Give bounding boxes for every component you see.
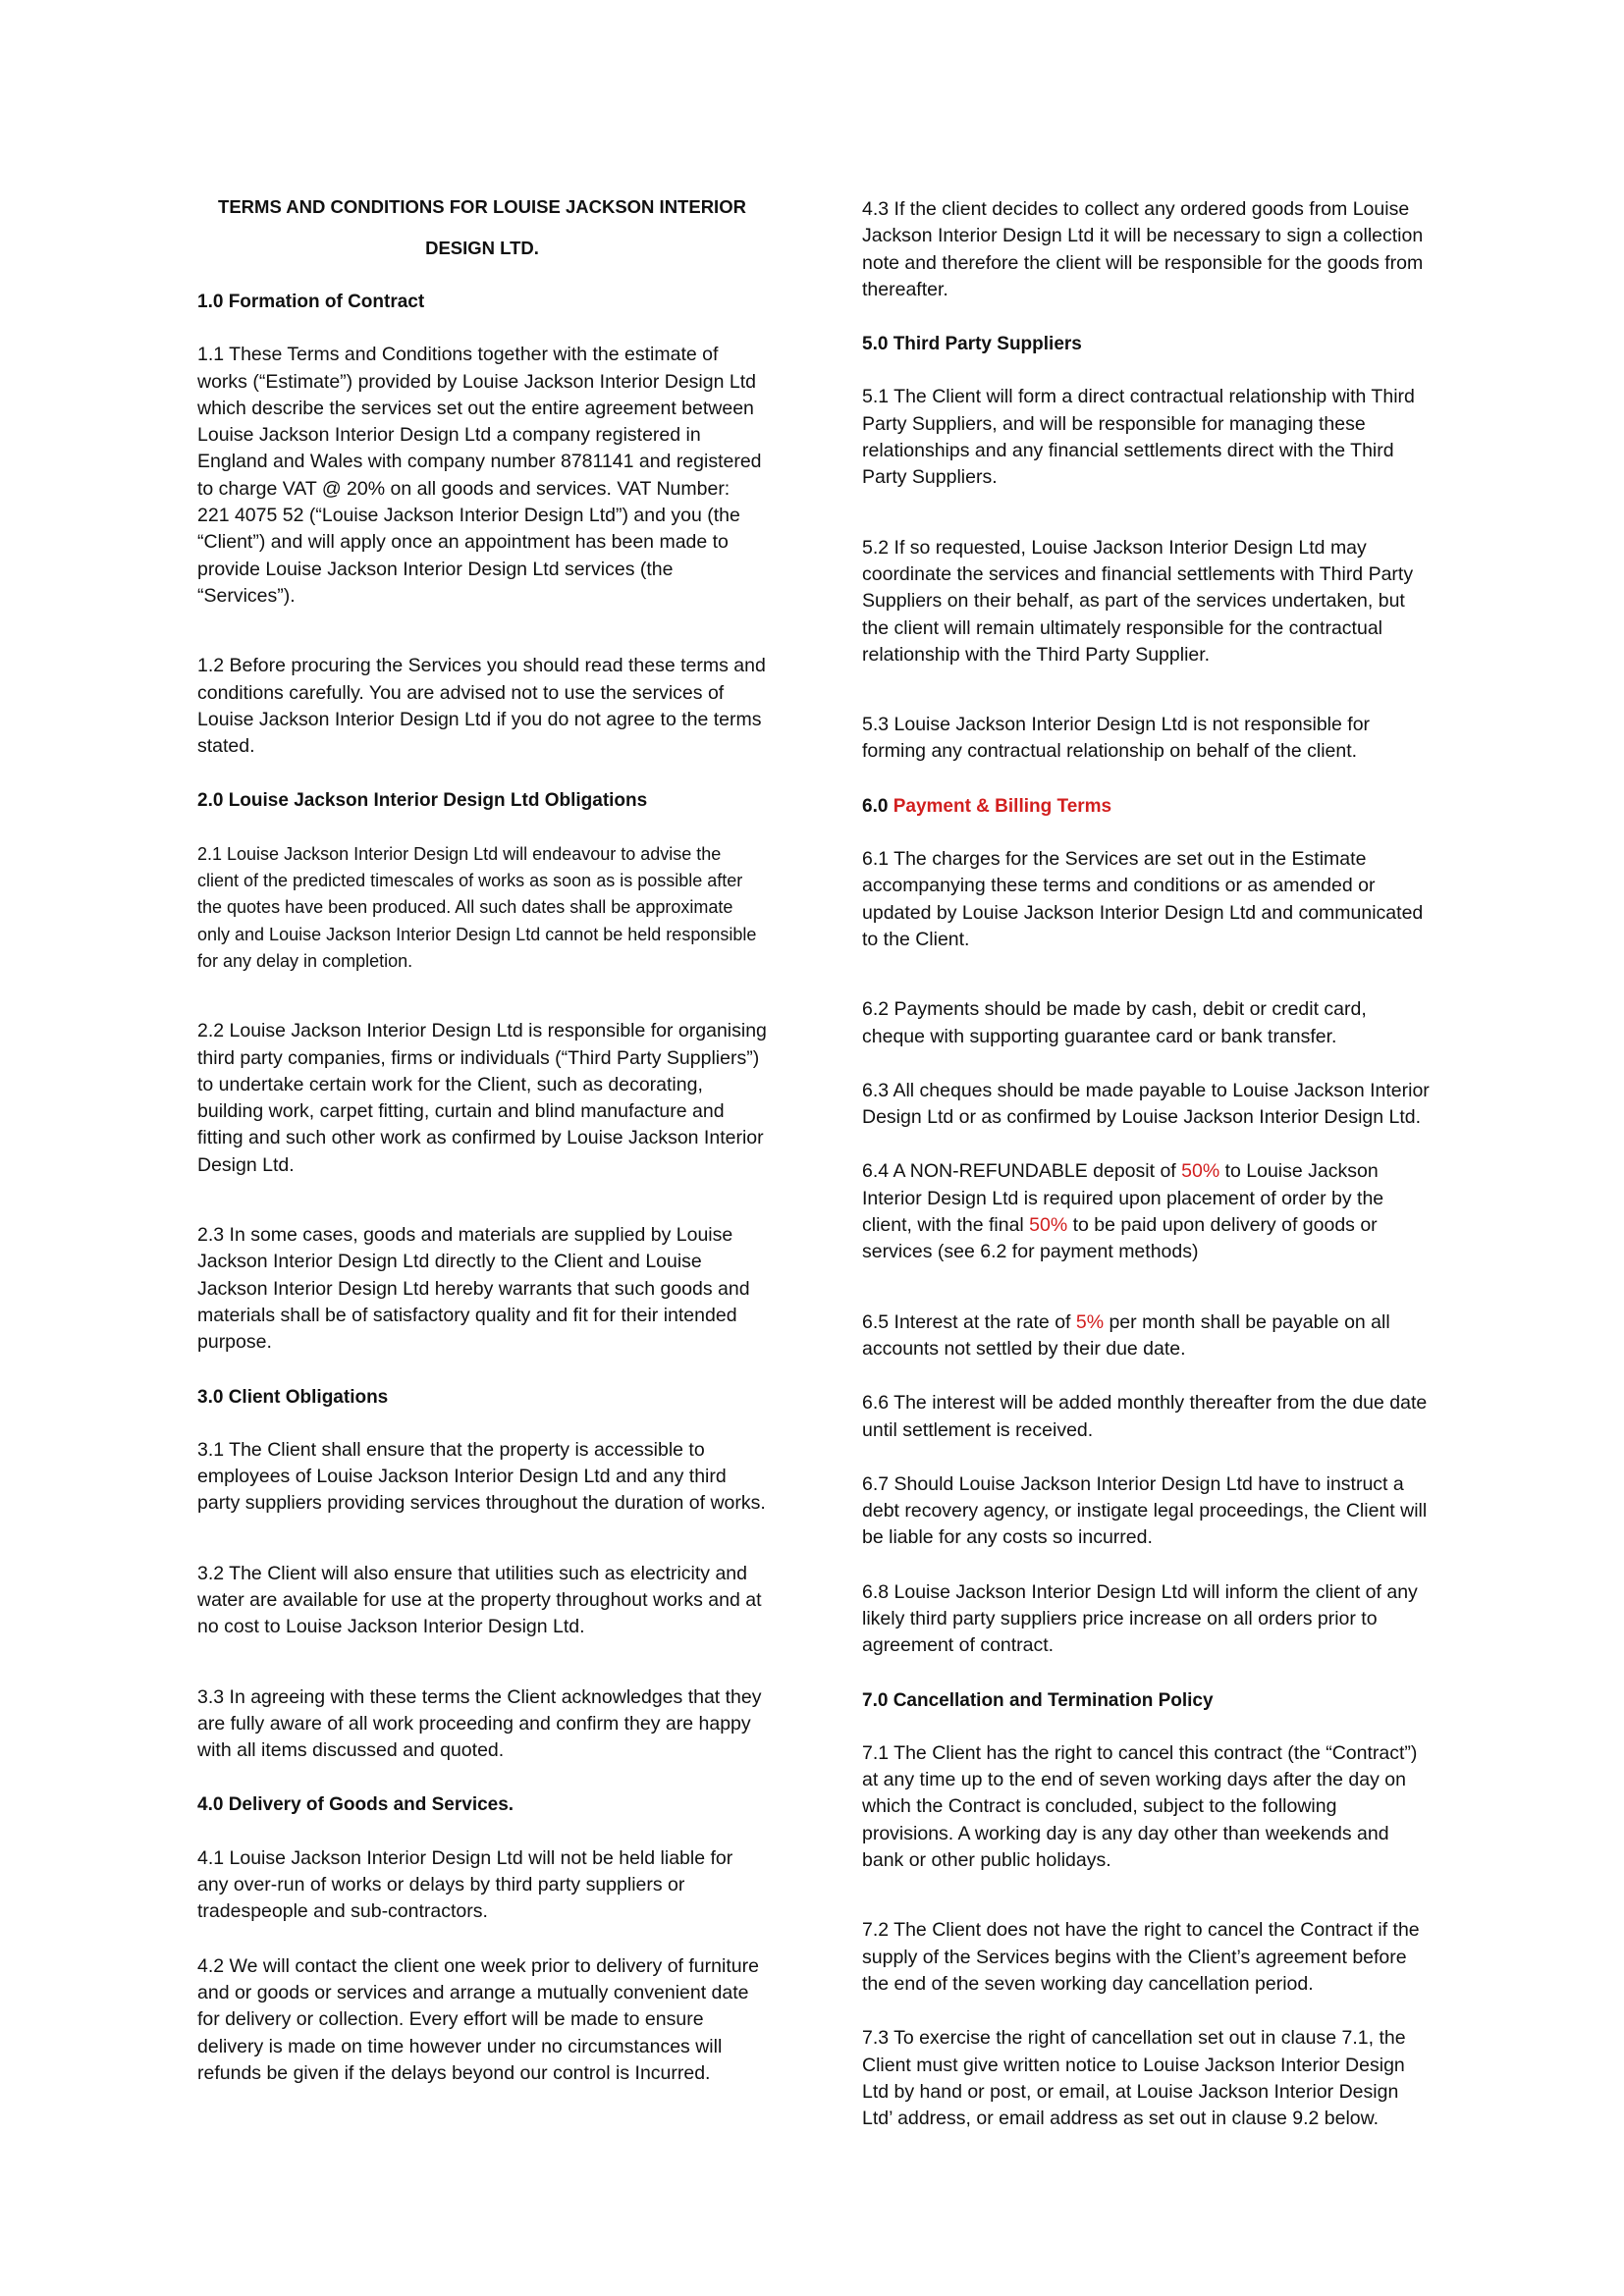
- section-6-title: Payment & Billing Terms: [893, 795, 1112, 817]
- clause-6-3: 6.3 All cheques should be made payable to Louise Jackson Interior Design Ltd or as confirmed by Louise Jackson Interior Design Ltd.: [862, 1079, 1430, 1129]
- section-2-heading: 2.0 Louise Jackson Interior Design Ltd Obligations: [197, 790, 648, 812]
- section-5-heading: 5.0 Third Party Suppliers: [862, 334, 1082, 355]
- clause-1-2: 1.2 Before procuring the Services you should read these terms and conditions carefully. You are advised not to use the services of Louise Jackson Interior Design Ltd if you do not agree to the terms stated.: [197, 655, 766, 758]
- section-7-heading: 7.0 Cancellation and Termination Policy: [862, 1689, 1214, 1711]
- section-3-heading: 3.0 Client Obligations: [197, 1386, 389, 1408]
- clause-5-3: 5.3 Louise Jackson Interior Design Ltd is not responsible for forming any contractual relationship on behalf of the client.: [862, 714, 1371, 763]
- clause-3-2: 3.2 The Client will also ensure that utilities such as electricity and water are available for use at the property throughout works and at no cost to Louise Jackson Interior Design Ltd.: [197, 1562, 762, 1638]
- left-column: [197, 187, 767, 2114]
- clause-6-6: 6.6 The interest will be added monthly thereafter from the due date until settlement is received.: [862, 1392, 1428, 1441]
- section-1-heading: 1.0 Formation of Contract: [197, 292, 425, 312]
- clause-6-1: 6.1 The charges for the Services are set out in the Estimate accompanying these terms and conditions or as amended or updated by Louise Jackson Interior Design Ltd and communicated to the Client.: [862, 848, 1424, 950]
- section-4-heading: 4.0 Delivery of Goods and Services.: [197, 1794, 514, 1816]
- clause-6-4-text-c: to be paid upon delivery of goods or services (see 6.2 for payment methods): [862, 1214, 1378, 1263]
- clause-3-1: 3.1 The Client shall ensure that the property is accessible to employees of Louise Jackson Interior Design Ltd and any third party suppliers providing services throughout the duration of works.: [197, 1438, 766, 1515]
- title-line-1: TERMS AND CONDITIONS FOR LOUISE JACKSON INTERIOR: [218, 196, 746, 217]
- clause-7-3: 7.3 To exercise the right of cancellation set out in clause 7.1, the Client must give written notice to Louise Jackson Interior Design Ltd by hand or post, or email, at Louise Jackson Interior Design Ltd’ address, or email address as set out in clause 9.2 below.: [862, 2027, 1406, 2130]
- document-title: [197, 187, 767, 269]
- clause-6-4-final-percent: 50%: [1029, 1214, 1068, 1237]
- clause-2-1: 2.1 Louise Jackson Interior Design Ltd will endeavour to advise the client of the predicted timescales of works as soon as is possible after the quotes have been produced. All such dates shall be approximate only and Louise Jackson Interior Design Ltd cannot be held responsible for any delay in completion.: [197, 843, 757, 971]
- section-6-number: 6.0: [862, 795, 889, 817]
- clause-6-4-deposit-percent: 50%: [1181, 1160, 1220, 1183]
- clause-2-3: 2.3 In some cases, goods and materials are supplied by Louise Jackson Interior Design Ltd directly to the Client and Louise Jackson Interior Design Ltd hereby warrants that such goods and materials shall be of satisfactory quality and fit for their intended purpose.: [197, 1224, 750, 1354]
- clause-2-2: 2.2 Louise Jackson Interior Design Ltd is responsible for organising third party companies, firms or individuals (“Third Party Suppliers”) to undertake certain work for the Client, such as decorating, building work, carpet fitting, curtain and blind manufacture and fitting and such other work as confirmed by Louise Jackson Interior Design Ltd.: [197, 1020, 767, 1176]
- clause-5-2: 5.2 If so requested, Louise Jackson Interior Design Ltd may coordinate the services and financial settlements with Third Party Suppliers on their behalf, as part of the services undertaken, but the client will remain ultimately responsible for the contractual relationship with the Third Party Supplier.: [862, 536, 1414, 666]
- clause-6-2: 6.2 Payments should be made by cash, debit or credit card, cheque with supporting guarantee card or bank transfer.: [862, 998, 1367, 1047]
- clause-6-8: 6.8 Louise Jackson Interior Design Ltd will inform the client of any likely third party suppliers price increase on all orders prior to agreement of contract.: [862, 1580, 1418, 1657]
- clause-6-5: [862, 1309, 1432, 1363]
- section-6-heading: [862, 793, 1432, 820]
- clause-7-1: 7.1 The Client has the right to cancel this contract (the “Contract”) at any time up to the end of seven working days after the day on which the Contract is concluded, subject to the following provisions. A working day is any day other than weekends and bank or other public holidays.: [862, 1741, 1418, 1872]
- clause-4-1: 4.1 Louise Jackson Interior Design Ltd will not be held liable for any over-run of works or delays by third party suppliers or tradespeople and sub-contractors.: [197, 1846, 733, 1923]
- clause-6-4: [862, 1158, 1432, 1265]
- clause-6-5-text-a: 6.5 Interest at the rate of: [862, 1310, 1076, 1333]
- clause-6-4-text-a: 6.4 A NON-REFUNDABLE deposit of: [862, 1160, 1182, 1183]
- right-column: [862, 196, 1432, 2160]
- clause-4-2: 4.2 We will contact the client one week prior to delivery of furniture and or goods or services and arrange a mutually convenient date for delivery or collection. Every effort will be made to ensure delivery is made on time however under no circumstances will refunds be given if the delays beyond our control is Incurred.: [197, 1954, 759, 2084]
- clause-5-1: 5.1 The Client will form a direct contractual relationship with Third Party Suppliers, and will be responsible for managing these relationships and any financial settlements direct with the Third Party Suppliers.: [862, 386, 1415, 489]
- clause-3-3: 3.3 In agreeing with these terms the Client acknowledges that they are fully aware of all work proceeding and confirm they are happy with all items discussed and quoted.: [197, 1685, 762, 1762]
- title-line-2: DESIGN LTD.: [425, 238, 539, 258]
- clause-7-2: 7.2 The Client does not have the right to cancel the Contract if the supply of the Services begins with the Client’s agreement before the end of the seven working day cancellation period.: [862, 1919, 1420, 1995]
- clause-6-4-text-b: to Louise Jackson Interior Design Ltd is required upon placement of order by the client, with the final: [862, 1160, 1384, 1237]
- clause-6-7: 6.7 Should Louise Jackson Interior Design Ltd have to instruct a debt recovery agency, or instigate legal proceedings, the Client will be liable for any costs so incurred.: [862, 1472, 1428, 1549]
- clause-4-3: 4.3 If the client decides to collect any ordered goods from Louise Jackson Interior Design Ltd it will be necessary to sign a collection note and therefore the client will be responsible for the goods from thereafter.: [862, 198, 1424, 300]
- clause-6-5-text-b: per month shall be payable on all accounts not settled by their due date.: [862, 1310, 1390, 1360]
- clause-1-1: 1.1 These Terms and Conditions together with the estimate of works (“Estimate”) provided by Louise Jackson Interior Design Ltd which describe the services set out the entire agreement between Louise Jackson Interior Design Ltd a company registered in England and Wales with company number 8781141 and registered to charge VAT @ 20% on all goods and services. VAT Number: 221 4075 52 (“Louise Jackson Interior Design Ltd”) and you (the “Client”) and will apply once an appointment has been made to provide Louise Jackson Interior Design Ltd services (the “Services”).: [197, 344, 762, 607]
- clause-6-5-interest-rate: 5%: [1075, 1310, 1105, 1333]
